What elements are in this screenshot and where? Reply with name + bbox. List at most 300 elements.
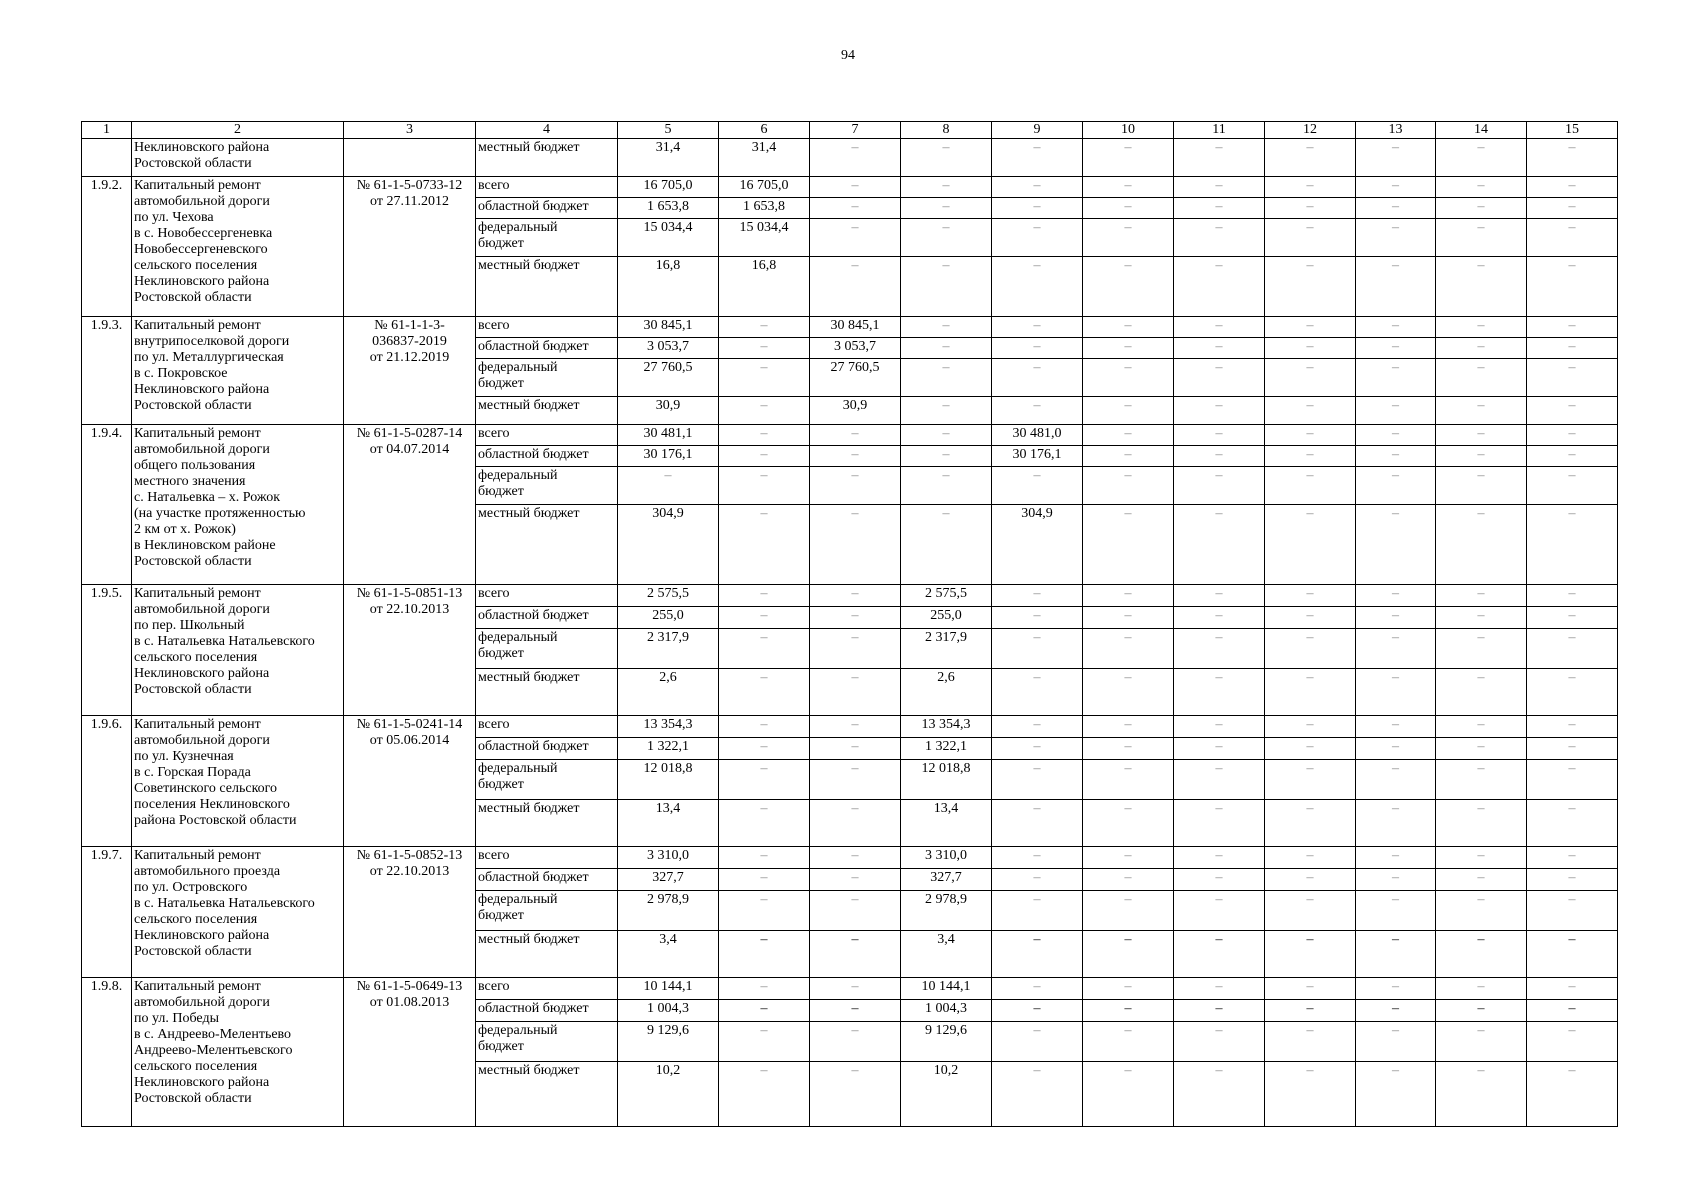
empty-value-cell: – [1174,869,1265,891]
empty-value-cell: – [1083,338,1174,359]
empty-value-cell: – [1174,177,1265,198]
empty-value-cell: – [1356,359,1436,397]
table-row [82,716,1618,738]
column-number-cell: 3 [344,122,476,139]
empty-value-cell: – [1083,317,1174,338]
empty-value-cell: – [901,338,992,359]
empty-value-cell: – [1436,869,1527,891]
funding-source-cell: федеральный бюджет [476,467,618,505]
empty-value-cell: – [719,505,810,585]
table-row [82,139,1618,177]
value-cell: 10 144,1 [618,978,719,1000]
table-body [82,122,1618,1127]
funding-source-cell: федеральный бюджет [476,219,618,257]
value-cell: 31,4 [618,139,719,177]
empty-value-cell: – [719,1000,810,1022]
empty-value-cell: – [1083,1000,1174,1022]
empty-value-cell: – [992,1000,1083,1022]
empty-value-cell: – [1265,1022,1356,1062]
empty-value-cell: – [901,177,992,198]
value-cell: 2 978,9 [901,891,992,931]
empty-value-cell: – [1265,139,1356,177]
empty-value-cell: – [1356,1022,1436,1062]
value-cell: 3 053,7 [618,338,719,359]
empty-value-cell: – [719,359,810,397]
object-name-cell: Капитальный ремонт автомобильной дороги по ул. Победы в с. Андреево-Мелентьево Андреево-Мелентьевского сельского поселения Неклиновского района Ростовской области [132,978,344,1127]
empty-value-cell: – [992,317,1083,338]
value-cell: 13 354,3 [901,716,992,738]
empty-value-cell: – [719,738,810,760]
empty-value-cell: – [1356,446,1436,467]
empty-value-cell: – [992,629,1083,669]
value-cell: 9 129,6 [901,1022,992,1062]
empty-value-cell: – [810,738,901,760]
empty-value-cell: – [1356,978,1436,1000]
empty-value-cell: – [1436,1062,1527,1127]
value-cell: 2 317,9 [618,629,719,669]
empty-value-cell: – [1174,446,1265,467]
empty-value-cell: – [1174,629,1265,669]
object-name-cell: Капитальный ремонт автомобильной дороги по ул. Кузнечная в с. Горская Порада Советинского сельского поселения Неклиновского района Ростовской области [132,716,344,847]
column-number-cell: 7 [810,122,901,139]
empty-value-cell: – [1083,800,1174,847]
empty-value-cell: – [992,800,1083,847]
empty-value-cell: – [1174,978,1265,1000]
empty-value-cell: – [810,1022,901,1062]
empty-value-cell: – [1174,847,1265,869]
empty-value-cell: – [810,467,901,505]
empty-value-cell: – [1174,397,1265,425]
value-cell: 10,2 [901,1062,992,1127]
empty-value-cell: – [1083,760,1174,800]
empty-value-cell: – [901,219,992,257]
empty-value-cell: – [1174,317,1265,338]
empty-value-cell: – [1265,317,1356,338]
empty-value-cell: – [1527,1000,1618,1022]
value-cell: 10,2 [618,1062,719,1127]
empty-value-cell: – [1083,629,1174,669]
expertise-document-cell: № 61-1-1-3- 036837-2019 от 21.12.2019 [344,317,476,425]
empty-value-cell: – [1356,317,1436,338]
empty-value-cell: – [1527,760,1618,800]
funding-source-cell: всего [476,585,618,607]
funding-source-cell: областной бюджет [476,338,618,359]
funding-source-cell: федеральный бюджет [476,891,618,931]
empty-value-cell: – [1436,397,1527,425]
item-number-cell: 1.9.8. [82,978,132,1127]
empty-value-cell: – [1356,760,1436,800]
value-cell: 3,4 [618,931,719,978]
empty-value-cell: – [1356,585,1436,607]
column-number-cell: 9 [992,122,1083,139]
empty-value-cell: – [992,585,1083,607]
value-cell: 27 760,5 [618,359,719,397]
value-cell: 327,7 [618,869,719,891]
empty-value-cell: – [810,219,901,257]
value-cell: 27 760,5 [810,359,901,397]
value-cell: 15 034,4 [719,219,810,257]
empty-value-cell: – [1265,760,1356,800]
value-cell: 16,8 [719,257,810,317]
value-cell: 1 653,8 [719,198,810,219]
empty-value-cell: – [1265,425,1356,446]
item-number-cell: 1.9.3. [82,317,132,425]
empty-value-cell: – [1436,467,1527,505]
empty-value-cell: – [1174,738,1265,760]
value-cell: 3 310,0 [901,847,992,869]
empty-value-cell: – [992,869,1083,891]
value-cell: 30 176,1 [618,446,719,467]
empty-value-cell: – [1356,800,1436,847]
value-cell: 9 129,6 [618,1022,719,1062]
empty-value-cell: – [719,978,810,1000]
empty-value-cell: – [1265,738,1356,760]
item-number-cell: 1.9.7. [82,847,132,978]
empty-value-cell: – [1174,891,1265,931]
funding-source-cell: местный бюджет [476,931,618,978]
column-number-cell: 6 [719,122,810,139]
empty-value-cell: – [810,669,901,716]
funding-source-cell: всего [476,978,618,1000]
value-cell: 2 978,9 [618,891,719,931]
value-cell: 12 018,8 [618,760,719,800]
empty-value-cell: – [1527,978,1618,1000]
empty-value-cell: – [1265,397,1356,425]
funding-source-cell: всего [476,317,618,338]
empty-value-cell: – [1356,629,1436,669]
empty-value-cell: – [1083,869,1174,891]
empty-value-cell: – [1265,1062,1356,1127]
value-cell: 1 653,8 [618,198,719,219]
empty-value-cell: – [1356,738,1436,760]
empty-value-cell: – [1083,467,1174,505]
empty-value-cell: – [810,891,901,931]
empty-value-cell: – [1265,198,1356,219]
empty-value-cell: – [1527,446,1618,467]
object-name-cell: Капитальный ремонт автомобильной дороги по пер. Школьный в с. Натальевка Натальевского сельского поселения Неклиновского района Ростовской области [132,585,344,716]
empty-value-cell: – [992,978,1083,1000]
empty-value-cell: – [1527,891,1618,931]
empty-value-cell: – [810,1062,901,1127]
value-cell: 2,6 [901,669,992,716]
object-name-cell: Капитальный ремонт автомобильной дороги по ул. Чехова в с. Новобессергеневка Новобессергеневского сельского поселения Неклиновского района Ростовской области [132,177,344,317]
empty-value-cell: – [1356,467,1436,505]
empty-value-cell: – [810,931,901,978]
empty-value-cell: – [992,847,1083,869]
empty-value-cell: – [1265,978,1356,1000]
empty-value-cell: – [719,760,810,800]
empty-value-cell: – [1083,397,1174,425]
empty-value-cell: – [719,1022,810,1062]
column-number-row [82,122,1618,139]
empty-value-cell: – [719,607,810,629]
funding-source-cell: местный бюджет [476,800,618,847]
empty-value-cell: – [1174,607,1265,629]
empty-value-cell: – [1436,931,1527,978]
empty-value-cell: – [1174,716,1265,738]
table-row [82,585,1618,607]
empty-value-cell: – [719,467,810,505]
empty-value-cell: – [1265,219,1356,257]
value-cell: 12 018,8 [901,760,992,800]
funding-source-cell: всего [476,425,618,446]
value-cell: 1 322,1 [618,738,719,760]
column-number-cell: 13 [1356,122,1436,139]
empty-value-cell: – [992,891,1083,931]
empty-value-cell: – [992,760,1083,800]
table-row [82,847,1618,869]
empty-value-cell: – [810,800,901,847]
value-cell: 1 322,1 [901,738,992,760]
empty-value-cell: – [1083,978,1174,1000]
column-number-cell: 12 [1265,122,1356,139]
column-number-cell: 5 [618,122,719,139]
value-cell: 3 053,7 [810,338,901,359]
empty-value-cell: – [992,669,1083,716]
empty-value-cell: – [1527,359,1618,397]
table-row [82,425,1618,446]
value-cell: 30,9 [618,397,719,425]
table-row [82,317,1618,338]
empty-value-cell: – [1356,219,1436,257]
empty-value-cell: – [1356,716,1436,738]
empty-value-cell: – [1265,1000,1356,1022]
empty-value-cell: – [1083,716,1174,738]
empty-value-cell: – [1436,177,1527,198]
value-cell: 30 845,1 [810,317,901,338]
value-cell: 31,4 [719,139,810,177]
empty-value-cell: – [1527,607,1618,629]
empty-value-cell: – [810,629,901,669]
empty-value-cell: – [1527,198,1618,219]
funding-source-cell: областной бюджет [476,1000,618,1022]
empty-value-cell: – [1265,338,1356,359]
empty-value-cell: – [1265,446,1356,467]
empty-value-cell: – [1083,446,1174,467]
item-number-cell: 1.9.2. [82,177,132,317]
empty-value-cell: – [1083,505,1174,585]
empty-value-cell: – [719,446,810,467]
empty-value-cell: – [1527,425,1618,446]
empty-value-cell: – [1436,800,1527,847]
empty-value-cell: – [1527,716,1618,738]
empty-value-cell: – [810,716,901,738]
empty-value-cell: – [719,800,810,847]
empty-value-cell: – [1356,397,1436,425]
funding-source-cell: всего [476,177,618,198]
empty-value-cell: – [901,397,992,425]
expertise-document-cell: № 61-1-5-0287-14 от 04.07.2014 [344,425,476,585]
empty-value-cell: – [1356,177,1436,198]
item-number-cell: 1.9.5. [82,585,132,716]
empty-value-cell: – [1083,669,1174,716]
empty-value-cell: – [901,467,992,505]
empty-value-cell: – [810,425,901,446]
expertise-document-cell: № 61-1-5-0851-13 от 22.10.2013 [344,585,476,716]
empty-value-cell: – [992,219,1083,257]
value-cell: 16 705,0 [618,177,719,198]
empty-value-cell: – [719,338,810,359]
empty-value-cell: – [1265,467,1356,505]
empty-value-cell: – [1527,847,1618,869]
empty-value-cell: – [1527,177,1618,198]
empty-value-cell: – [992,139,1083,177]
empty-value-cell: – [810,847,901,869]
empty-value-cell: – [1174,1022,1265,1062]
empty-value-cell: – [719,397,810,425]
empty-value-cell: – [1174,760,1265,800]
value-cell: 30 176,1 [992,446,1083,467]
value-cell: 2 575,5 [618,585,719,607]
column-number-cell: 10 [1083,122,1174,139]
empty-value-cell: – [1356,139,1436,177]
empty-value-cell: – [1356,1062,1436,1127]
empty-value-cell: – [1527,505,1618,585]
empty-value-cell: – [1356,257,1436,317]
empty-value-cell: – [901,446,992,467]
empty-value-cell: – [1083,177,1174,198]
empty-value-cell: – [719,931,810,978]
item-number-cell [82,139,132,177]
empty-value-cell: – [1527,869,1618,891]
empty-value-cell: – [1265,505,1356,585]
value-cell: 30 481,0 [992,425,1083,446]
value-cell: 30 845,1 [618,317,719,338]
empty-value-cell: – [1356,891,1436,931]
empty-value-cell: – [1174,585,1265,607]
table-row [82,177,1618,198]
empty-value-cell: – [1083,891,1174,931]
expertise-document-cell: № 61-1-5-0733-12 от 27.11.2012 [344,177,476,317]
expertise-document-cell: № 61-1-5-0649-13 от 01.08.2013 [344,978,476,1127]
empty-value-cell: – [1527,1062,1618,1127]
empty-value-cell: – [1527,139,1618,177]
empty-value-cell: – [1436,760,1527,800]
value-cell: 30 481,1 [618,425,719,446]
empty-value-cell: – [1174,359,1265,397]
empty-value-cell: – [810,257,901,317]
object-name-cell: Капитальный ремонт автомобильной дороги общего пользования местного значения с. Натальевка – х. Рожок (на участке протяженностью 2 км от х. Рожок) в Неклиновском районе Ростовской области [132,425,344,585]
funding-source-cell: всего [476,716,618,738]
empty-value-cell: – [810,978,901,1000]
empty-value-cell: – [810,607,901,629]
empty-value-cell: – [1265,585,1356,607]
empty-value-cell: – [1356,607,1436,629]
value-cell: 2,6 [618,669,719,716]
empty-value-cell: – [1436,629,1527,669]
value-cell: 30,9 [810,397,901,425]
empty-value-cell: – [1174,257,1265,317]
empty-value-cell: – [901,505,992,585]
empty-value-cell: – [1083,585,1174,607]
empty-value-cell: – [1083,257,1174,317]
empty-value-cell: – [719,425,810,446]
empty-value-cell: – [1265,177,1356,198]
value-cell: 255,0 [901,607,992,629]
empty-value-cell: – [1527,931,1618,978]
empty-value-cell: – [1527,1022,1618,1062]
empty-value-cell: – [1436,891,1527,931]
empty-value-cell: – [1174,669,1265,716]
empty-value-cell: – [992,931,1083,978]
empty-value-cell: – [1083,139,1174,177]
funding-source-cell: федеральный бюджет [476,359,618,397]
empty-value-cell: – [1083,1022,1174,1062]
value-cell: 3,4 [901,931,992,978]
empty-value-cell: – [1265,607,1356,629]
empty-value-cell: – [618,467,719,505]
empty-value-cell: – [1174,1000,1265,1022]
empty-value-cell: – [1083,198,1174,219]
empty-value-cell: – [719,891,810,931]
column-number-cell: 1 [82,122,132,139]
empty-value-cell: – [810,760,901,800]
empty-value-cell: – [719,629,810,669]
value-cell: 2 575,5 [901,585,992,607]
empty-value-cell: – [992,1022,1083,1062]
funding-source-cell: местный бюджет [476,257,618,317]
empty-value-cell: – [719,669,810,716]
empty-value-cell: – [1527,257,1618,317]
funding-source-cell: местный бюджет [476,669,618,716]
empty-value-cell: – [1436,847,1527,869]
empty-value-cell: – [1265,257,1356,317]
empty-value-cell: – [1356,505,1436,585]
value-cell: 13 354,3 [618,716,719,738]
empty-value-cell: – [719,1062,810,1127]
funding-source-cell: федеральный бюджет [476,760,618,800]
empty-value-cell: – [1436,607,1527,629]
empty-value-cell: – [1356,669,1436,716]
empty-value-cell: – [810,505,901,585]
budget-table [81,121,1618,1127]
item-number-cell: 1.9.4. [82,425,132,585]
funding-source-cell: местный бюджет [476,505,618,585]
funding-source-cell: местный бюджет [476,139,618,177]
empty-value-cell: – [1174,425,1265,446]
funding-source-cell: областной бюджет [476,869,618,891]
column-number-cell: 4 [476,122,618,139]
empty-value-cell: – [1527,800,1618,847]
empty-value-cell: – [992,397,1083,425]
empty-value-cell: – [1527,467,1618,505]
empty-value-cell: – [1436,738,1527,760]
empty-value-cell: – [1083,607,1174,629]
empty-value-cell: – [1174,800,1265,847]
value-cell: 1 004,3 [901,1000,992,1022]
empty-value-cell: – [719,585,810,607]
empty-value-cell: – [719,847,810,869]
empty-value-cell: – [719,716,810,738]
empty-value-cell: – [1174,338,1265,359]
empty-value-cell: – [901,198,992,219]
empty-value-cell: – [992,716,1083,738]
empty-value-cell: – [1527,219,1618,257]
empty-value-cell: – [1174,139,1265,177]
empty-value-cell: – [719,317,810,338]
funding-source-cell: всего [476,847,618,869]
empty-value-cell: – [992,177,1083,198]
empty-value-cell: – [719,869,810,891]
empty-value-cell: – [992,607,1083,629]
funding-source-cell: местный бюджет [476,397,618,425]
empty-value-cell: – [1083,738,1174,760]
empty-value-cell: – [1265,800,1356,847]
funding-source-cell: областной бюджет [476,198,618,219]
empty-value-cell: – [1436,257,1527,317]
value-cell: 13,4 [618,800,719,847]
empty-value-cell: – [1436,425,1527,446]
